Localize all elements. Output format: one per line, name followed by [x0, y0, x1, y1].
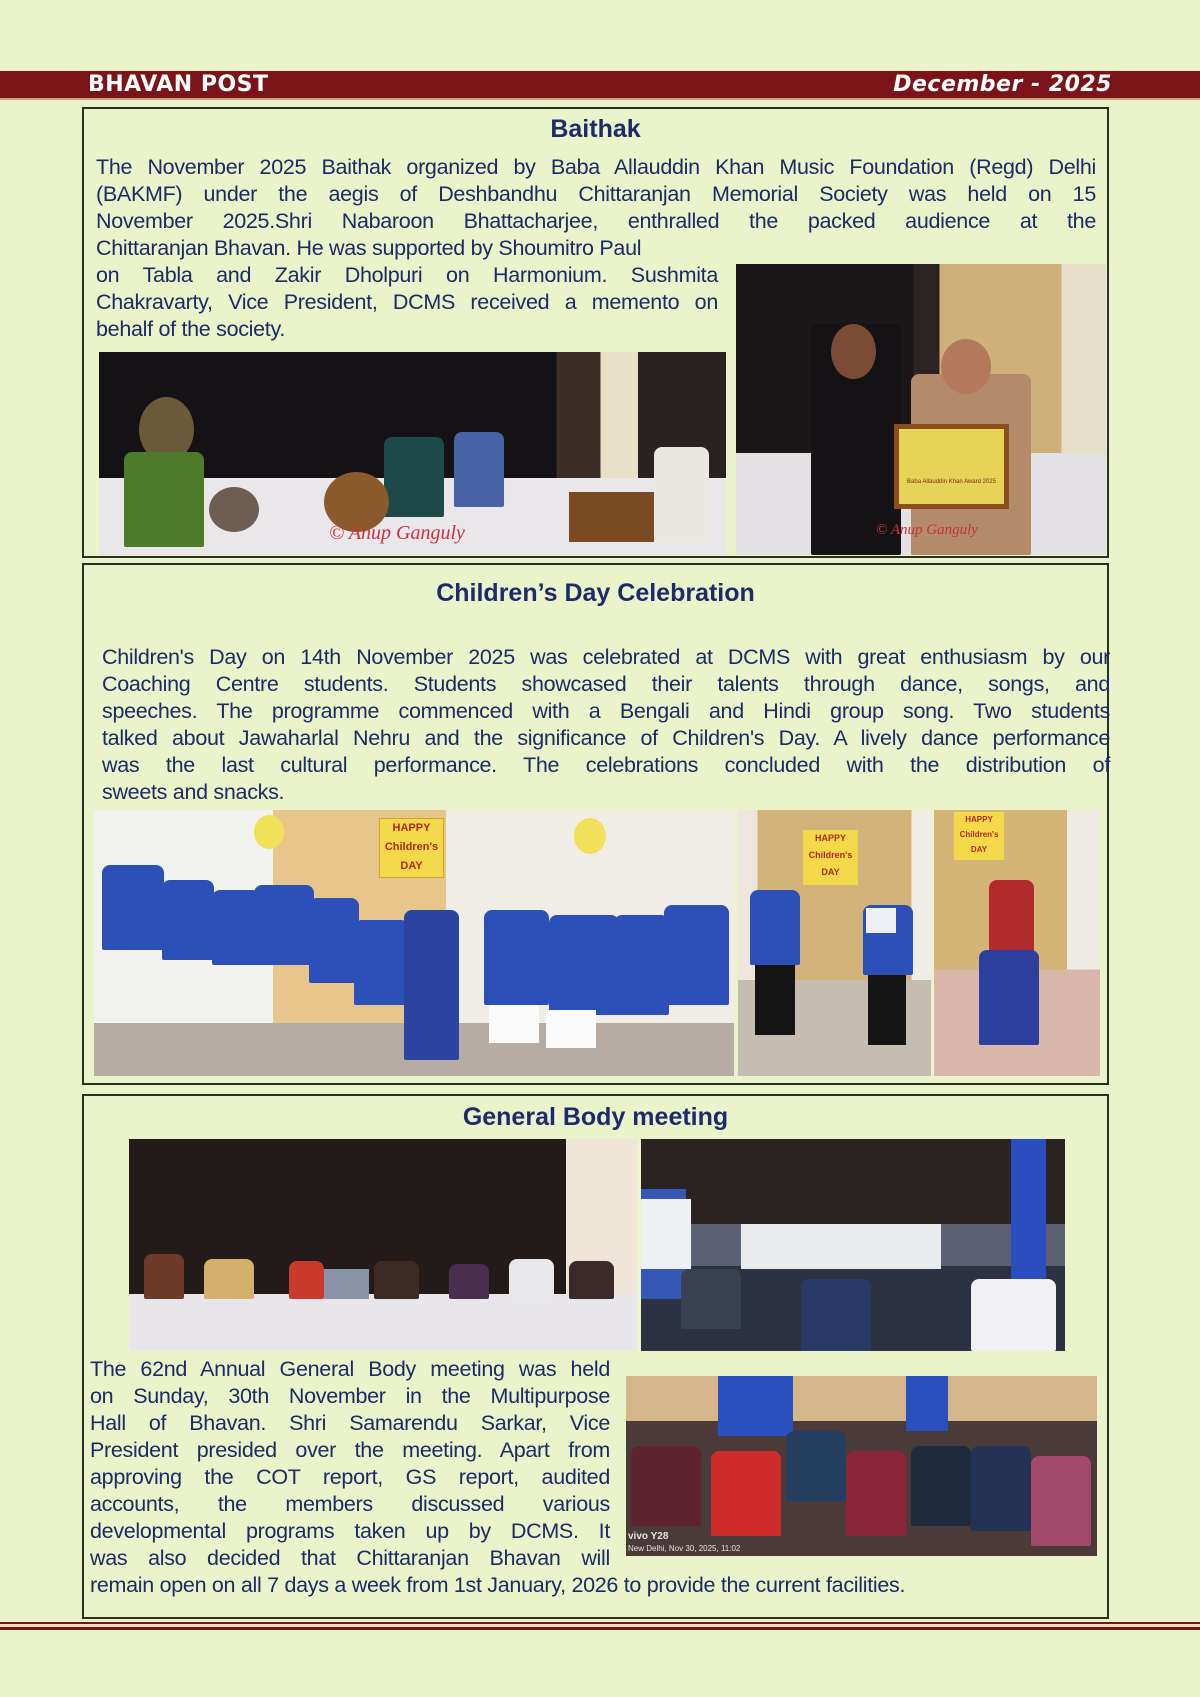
speech-photo [738, 810, 931, 1076]
text-line: accounts, the members discussed various [90, 1492, 610, 1516]
text-line: sweets and snacks. [102, 780, 285, 804]
text-line: was also decided that Chittaranjan Bhavan will [90, 1546, 610, 1570]
paper-sheet [489, 1005, 539, 1043]
text-line: Chakravarty, Vice President, DCMS received a memento on [96, 290, 718, 314]
balloon [254, 815, 284, 849]
text-line: Chittaranjan Bhavan. He was supported by Shoumitro Paul [96, 236, 642, 260]
panelist [204, 1259, 254, 1299]
text-line: Children's Day on 14th November 2025 was celebrated at DCMS with great enthusiasm by our [102, 645, 1110, 669]
attendee [681, 1269, 741, 1329]
panelist [289, 1261, 324, 1299]
panelist [144, 1254, 184, 1299]
memento-photo [736, 264, 1106, 555]
dance-photo [934, 810, 1100, 1076]
banner: HAPPY Children's DAY [954, 812, 1004, 860]
dancer-costume [989, 880, 1034, 955]
student-shirt [309, 898, 359, 983]
text-line: President presided over the meeting. Apart from [90, 1438, 610, 1462]
attendee [711, 1451, 781, 1536]
text-line: was the last cultural performance. The celebrations concluded with the distribution of [102, 753, 1110, 777]
student-trousers [755, 965, 795, 1035]
panelist [509, 1259, 554, 1299]
general-body-section [82, 1094, 1109, 1619]
panelist [569, 1261, 614, 1299]
memento-plaque [894, 424, 1009, 509]
section-title: Baithak [550, 115, 641, 143]
text-line: The 62nd Annual General Body meeting was held [90, 1357, 610, 1381]
student-shirt [354, 920, 409, 1005]
text-line: approving the COT report, GS report, audited [90, 1465, 610, 1489]
attendee [846, 1451, 906, 1536]
baithak-paragraph-side [96, 262, 718, 343]
vocalist-shirt [384, 437, 444, 517]
photo-watermark: © Anup Ganguly [329, 522, 465, 544]
dancer-costume [404, 910, 459, 1060]
tabla-player-shirt [124, 452, 204, 547]
banner: HAPPY Children's DAY [379, 818, 444, 878]
section-title: Children’s Day Celebration [436, 579, 755, 607]
text-line: on Tabla and Zakir Dholpuri on Harmonium. Sushmita [96, 263, 718, 287]
text-line: behalf of the society. [96, 317, 286, 341]
laptop [324, 1269, 369, 1299]
projector-screen [641, 1199, 691, 1269]
panelist [449, 1264, 489, 1299]
harmonium-player-shirt [654, 447, 709, 542]
text-line: Hall of Bhavan. Shri Samarendu Sarkar, Vice [90, 1411, 610, 1435]
footer-rule [0, 1622, 1200, 1630]
attendee [786, 1431, 846, 1501]
childrens-day-paragraph [102, 644, 1110, 806]
photo-watermark: © Anup Ganguly [876, 522, 978, 538]
blue-curtain [906, 1376, 948, 1431]
student-shirt [750, 890, 800, 965]
attendee [1031, 1456, 1091, 1546]
general-body-paragraph-last: remain open on all 7 days a week from 1st January, 2026 to provide the current facilities. [90, 1573, 906, 1597]
group-photo [94, 810, 734, 1076]
recipient-face [941, 339, 991, 394]
artist-face [831, 324, 876, 379]
attendee [971, 1279, 1056, 1351]
dancer-costume [979, 950, 1039, 1045]
harmonium [569, 492, 654, 542]
student-shirt [254, 885, 314, 965]
text-line: talked about Jawaharlal Nehru and the significance of Children's Day. A lively dance performance [102, 726, 1110, 750]
attendee [801, 1279, 871, 1351]
student-shirt [212, 890, 260, 965]
student-shirt [162, 880, 214, 960]
text-line: November 2025.Shri Nabaroon Bhattacharjee, enthralled the packed audience at the [96, 209, 1096, 233]
text-line: speeches. The programme commenced with a Bengali and Hindi group song. Two students [102, 699, 1110, 723]
baithak-paragraph-top [96, 154, 1096, 262]
panelist [374, 1261, 419, 1299]
text-line: The November 2025 Baithak organized by Baba Allauddin Khan Music Foundation (Regd) Delhi [96, 155, 1096, 179]
text-line: on Sunday, 30th November in the Multipurpose [90, 1384, 610, 1408]
paper-sheet [866, 908, 896, 933]
issue-date: December - 2025 [893, 72, 1112, 97]
memento-text: Baba Allauddin Khan Award 2025 [907, 479, 996, 485]
masthead-bar [0, 71, 1200, 100]
student-shirt [664, 905, 729, 1005]
concert-photo [99, 352, 726, 555]
student-trousers [868, 975, 906, 1045]
dais-photo [129, 1139, 637, 1351]
banner: HAPPY Children's DAY [803, 830, 858, 885]
student-shirt [614, 915, 669, 1015]
student-shirt [549, 915, 619, 1015]
student-shirt [484, 910, 549, 1005]
balloon [574, 818, 606, 854]
hall-photo [641, 1139, 1065, 1351]
attendee [631, 1446, 701, 1526]
paper-sheet [546, 1010, 596, 1048]
student-shirt [102, 865, 164, 950]
general-body-paragraph [90, 1356, 610, 1572]
text-line: (BAKMF) under the aegis of Deshbandhu Chittaranjan Memorial Society was held on 15 [96, 182, 1096, 206]
tabla-drum [209, 487, 259, 532]
audience-photo [626, 1376, 1097, 1556]
text-line: developmental programs taken up by DCMS. It [90, 1519, 610, 1543]
attendee [911, 1446, 971, 1526]
baithak-section [82, 107, 1109, 558]
dais-table [741, 1224, 941, 1269]
camera-timestamp: New Delhi, Nov 30, 2025, 11:02 [628, 1544, 741, 1553]
blue-curtain [718, 1376, 793, 1436]
accompanist-shirt [454, 432, 504, 507]
text-line: Coaching Centre students. Students showcased their talents through dance, songs, and [102, 672, 1110, 696]
childrens-day-section [82, 563, 1109, 1085]
publication-name: BHAVAN POST [88, 72, 269, 97]
camera-watermark: vivo Y28 [628, 1531, 669, 1542]
section-title: General Body meeting [462, 1103, 729, 1131]
attendee [971, 1446, 1031, 1531]
